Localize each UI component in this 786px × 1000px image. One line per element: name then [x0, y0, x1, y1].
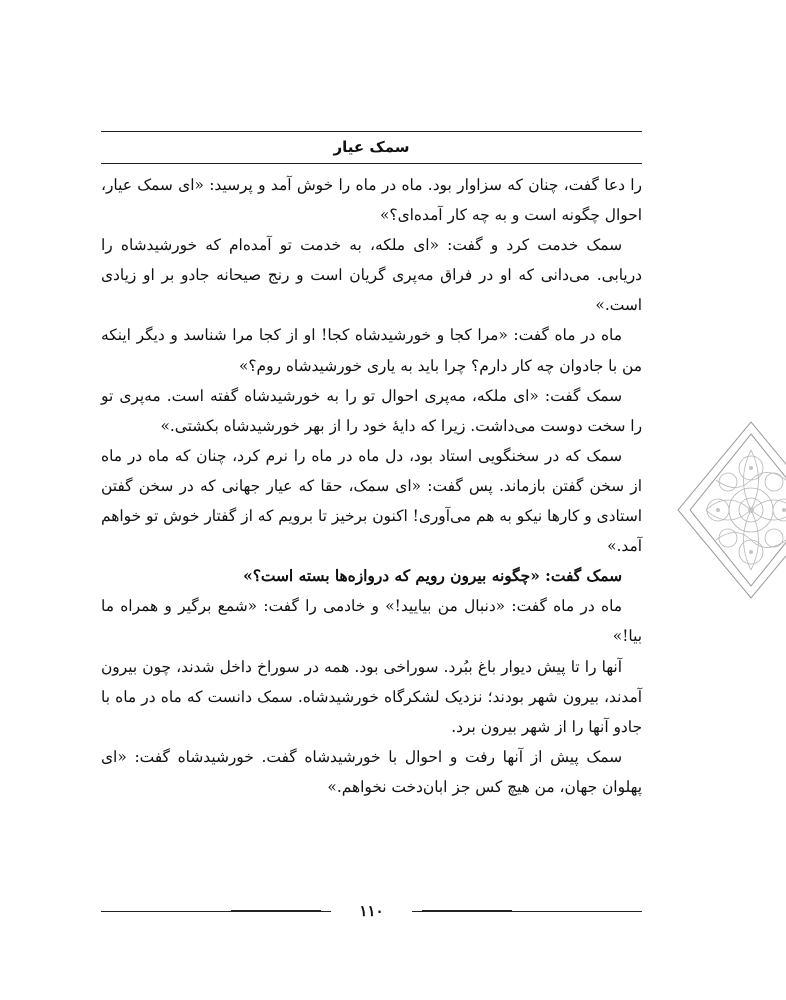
paragraph: سمک خدمت کرد و گفت: «ای ملکه، به خدمت تو آمده‌ام که خورشیدشاه را دریابی. می‌دانی که او در فراق مه‌پری گریان است و رنج صیحانه جادو بر او زیادی است.»: [101, 236, 642, 315]
page-number: ۱۱۰: [359, 902, 384, 920]
arabesque-ornament-icon: [676, 420, 786, 600]
page-footer: [101, 898, 642, 924]
rule-under-head: [101, 163, 642, 164]
running-head: سمک عیار: [333, 138, 410, 156]
paragraph: سمک گفت: «چگونه بیرون رویم که دروازه‌ها بسته است؟»: [243, 567, 622, 586]
footer-rule-right: [412, 911, 642, 912]
paragraph: سمک که در سخنگویی استاد بود، دل ماه در ماه را نرم کرد، چنان که ماه در ماه از سخن گفتن بازماند. پس گفت: «ای سمک، حقا که عیار جهانی که در سخن گفتن استادی و کارها نیکو به هم می‌آوری! اکنون برخیز تا برویم که از گفتار خوش تو خواهم آمد.»: [101, 446, 642, 556]
paragraph: را دعا گفت، چنان که سزاوار بود. ماه در ماه را خوش آمد و پرسید: «ای سمک عیار، احوال چگونه است و به چه کار آمده‌ای؟»: [101, 176, 642, 225]
paragraph: آنها را تا پیش دیوار باغ ببُرد. سوراخی بود. همه در سوراخ داخل شدند، چون بیرون آمدند، بیرون شهر بودند؛ نزدیک لشکرگاه خورشیدشاه. سمک دانست که ماه در ماه با جادو آنها را از شهر بیرون برد.: [101, 657, 642, 736]
paragraph: سمک پیش از آنها رفت و احوال با خورشیدشاه گفت. خورشیدشاه گفت: «ای پهلوان جهان، من هیچ کس جز ابان‌دخت نخواهم.»: [101, 747, 642, 796]
body-text: [101, 170, 642, 802]
paragraph: ماه در ماه گفت: «مرا کجا و خورشیدشاه کجا! او از کجا مرا شناسد و دیگر اینکه من با جادوان چه کار دارم؟ چرا باید به یاری خورشیدشاه روم؟»: [101, 326, 642, 375]
paragraph: ماه در ماه گفت: «دنبال من بیایید!» و خادمی را گفت: «شمع برگیر و همراه ما بیا!»: [101, 597, 642, 646]
rule-top: [101, 131, 642, 132]
paragraph: سمک گفت: «ای ملکه، مه‌پری احوال تو را به خورشیدشاه گفته است. مه‌پری تو را سخت دوست می‌داشت. زیرا که دایهٔ خود را از بهر خورشیدشاه بکشتی.»: [101, 386, 642, 435]
